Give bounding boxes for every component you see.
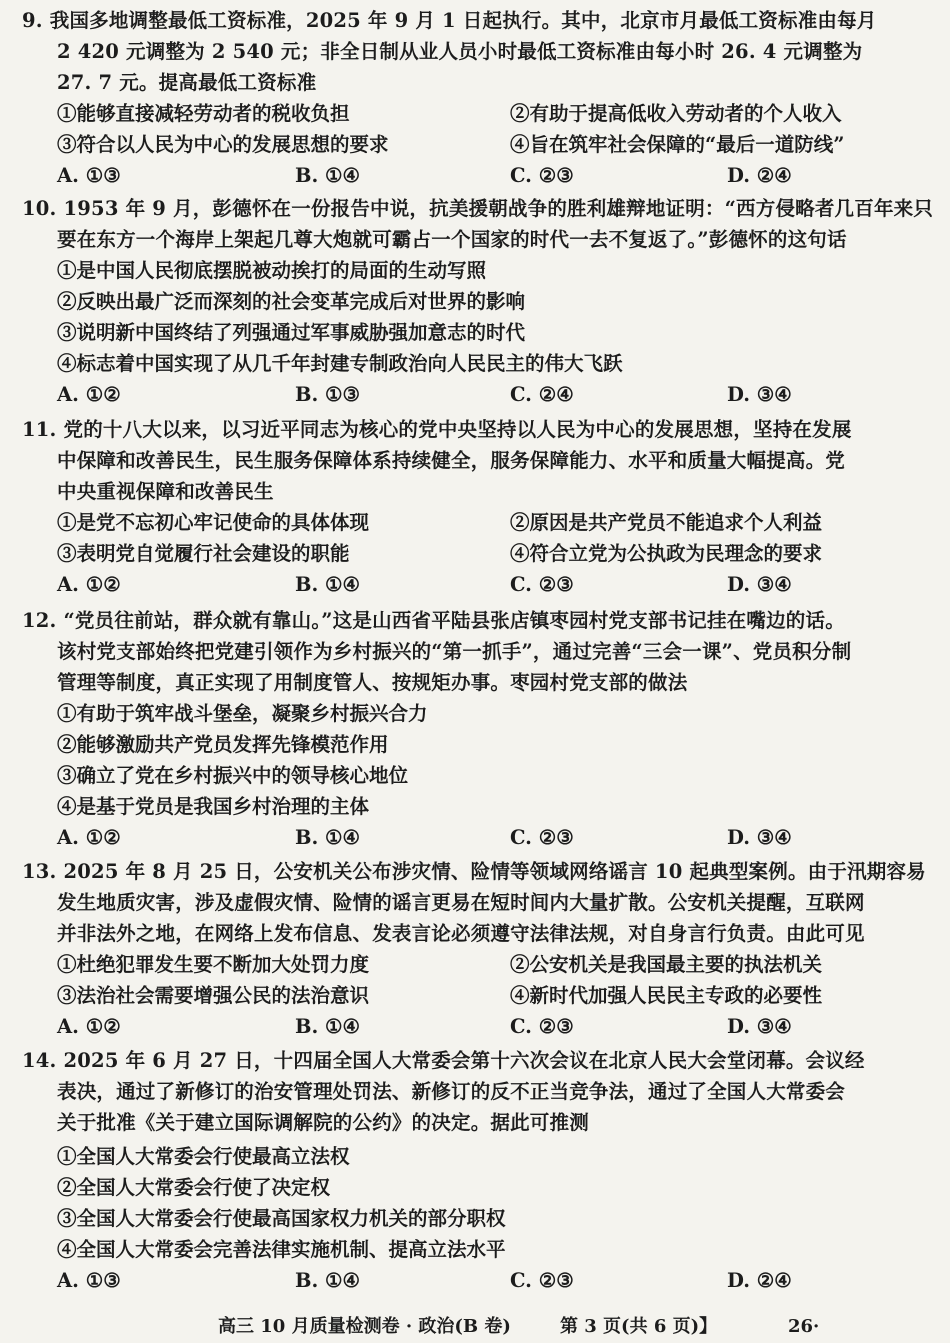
- question-13-statement-2: ②公安机关是我国最主要的执法机关: [510, 953, 823, 976]
- question-12-choice-b: B. ①④: [295, 826, 361, 849]
- question-10-statement-4: ④标志着中国实现了从几千年封建专制政治向人民民主的伟大飞跃: [57, 352, 623, 375]
- question-10-choice-d: D. ③④: [727, 383, 792, 406]
- question-10-stem-line-2: 要在东方一个海岸上架起几尊大炮就可霸占一个国家的时代一去不复返了。”彭德怀的这句话: [57, 228, 847, 251]
- question-14-statement-2: ②全国人大常委会行使了决定权: [57, 1176, 331, 1199]
- question-11-statement-2: ②原因是共产党员不能追求个人利益: [510, 511, 823, 534]
- question-11-stem-line-3: 中央重视保障和改善民生: [57, 480, 274, 503]
- question-11-stem-line-1: 11. 党的十八大以来，以习近平同志为核心的党中央坚持以人民为中心的发展思想，坚持在发展: [22, 418, 852, 441]
- question-13-choice-b: B. ①④: [295, 1015, 361, 1038]
- question-13-choice-d: D. ③④: [727, 1015, 792, 1038]
- question-10-statement-3: ③说明新中国终结了列强通过军事威胁强加意志的时代: [57, 321, 526, 344]
- question-12-statement-3: ③确立了党在乡村振兴中的领导核心地位: [57, 764, 409, 787]
- question-13-stem-line-3: 并非法外之地，在网络上发布信息、发表言论必须遵守法律法规，对自身言行负责。由此可见: [57, 922, 865, 945]
- question-9-stem-line-2: 2 420 元调整为 2 540 元；非全日制从业人员小时最低工资标准由每小时 26. 4 元调整为: [57, 40, 863, 63]
- question-13-statement-3: ③法治社会需要增强公民的法治意识: [57, 984, 370, 1007]
- footer-code: 26·: [788, 1316, 820, 1337]
- question-13-statement-1: ①杜绝犯罪发生要不断加大处罚力度: [57, 953, 370, 976]
- question-10-stem-line-1: 10. 1953 年 9 月，彭德怀在一份报告中说，抗美援朝战争的胜利雄辩地证明：“西方侵略者几百年来只: [22, 197, 934, 220]
- question-9-choice-a: A. ①③: [57, 164, 121, 187]
- question-11-statement-3: ③表明党自觉履行社会建设的职能: [57, 542, 350, 565]
- question-14-choice-a: A. ①③: [57, 1269, 121, 1292]
- question-14-choice-c: C. ②③: [510, 1269, 574, 1292]
- question-12-stem-line-3: 管理等制度，真正实现了用制度管人、按规矩办事。枣园村党支部的做法: [57, 671, 688, 694]
- question-9-statement-4: ④旨在筑牢社会保障的“最后一道防线”: [510, 133, 845, 156]
- page-footer: [0, 1310, 950, 1343]
- question-13-stem-line-2: 发生地质灾害，涉及虚假灾情、险情的谣言更易在短时间内大量扩散。公安机关提醒，互联网: [57, 891, 865, 914]
- question-12-statement-2: ②能够激励共产党员发挥先锋模范作用: [57, 733, 389, 756]
- question-12-stem-line-2: 该村党支部始终把党建引领作为乡村振兴的“第一抓手”，通过完善“三会一课”、党员积分制: [57, 640, 852, 663]
- question-13-choice-c: C. ②③: [510, 1015, 574, 1038]
- question-12-choice-d: D. ③④: [727, 826, 792, 849]
- question-14-statement-3: ③全国人大常委会行使最高国家权力机关的部分职权: [57, 1207, 506, 1230]
- question-10-choice-a: A. ①②: [57, 383, 121, 406]
- question-14-statement-4: ④全国人大常委会完善法律实施机制、提高立法水平: [57, 1238, 506, 1261]
- footer-page-number: 第 3 页(共 6 页)】: [560, 1316, 718, 1337]
- question-12-choice-c: C. ②③: [510, 826, 574, 849]
- question-12-stem-line-1: 12. “党员往前站，群众就有靠山。”这是山西省平陆县张店镇枣园村党支部书记挂在嘴边的话。: [22, 609, 845, 632]
- question-14-stem-line-3: 关于批准《关于建立国际调解院的公约》的决定。据此可推测: [57, 1111, 589, 1134]
- question-14-statement-1: ①全国人大常委会行使最高立法权: [57, 1145, 350, 1168]
- question-11-statement-4: ④符合立党为公执政为民理念的要求: [510, 542, 823, 565]
- question-9-choice-c: C. ②③: [510, 164, 574, 187]
- question-10-statement-2: ②反映出最广泛而深刻的社会变革完成后对世界的影响: [57, 290, 526, 313]
- question-14-stem-line-2: 表决，通过了新修订的治安管理处罚法、新修订的反不正当竞争法，通过了全国人大常委会: [57, 1080, 846, 1103]
- question-9-statement-1: ①能够直接减轻劳动者的税收负担: [57, 102, 350, 125]
- question-9-stem-line-1: 9. 我国多地调整最低工资标准，2025 年 9 月 1 日起执行。其中，北京市月最低工资标准由每月: [22, 9, 877, 32]
- question-11-stem-line-2: 中保障和改善民生，民生服务保障体系持续健全，服务保障能力、水平和质量大幅提高。党: [57, 449, 846, 472]
- question-14-choice-b: B. ①④: [295, 1269, 361, 1292]
- question-11-choice-a: A. ①②: [57, 573, 121, 596]
- question-9-choice-d: D. ②④: [727, 164, 792, 187]
- question-13-stem-line-1: 13. 2025 年 8 月 25 日，公安机关公布涉灾情、险情等领域网络谣言 10 起典型案例。由于汛期容易: [22, 860, 926, 883]
- question-11-choice-b: B. ①④: [295, 573, 361, 596]
- question-14-choice-d: D. ②④: [727, 1269, 792, 1292]
- question-10-choice-c: C. ②④: [510, 383, 574, 406]
- question-9-stem-line-3: 27. 7 元。提高最低工资标准: [57, 71, 317, 94]
- question-12-choice-a: A. ①②: [57, 826, 121, 849]
- footer-exam-title: 高三 10 月质量检测卷 · 政治(B 卷): [218, 1316, 511, 1337]
- question-13-choice-a: A. ①②: [57, 1015, 121, 1038]
- question-11-statement-1: ①是党不忘初心牢记使命的具体体现: [57, 511, 370, 534]
- question-14-stem-line-1: 14. 2025 年 6 月 27 日，十四届全国人大常委会第十六次会议在北京人民大会堂闭幕。会议经: [22, 1049, 865, 1072]
- question-12-statement-1: ①有助于筑牢战斗堡垒，凝聚乡村振兴合力: [57, 702, 428, 725]
- question-9-choice-b: B. ①④: [295, 164, 361, 187]
- question-9-statement-2: ②有助于提高低收入劳动者的个人收入: [510, 102, 842, 125]
- question-13-statement-4: ④新时代加强人民民主专政的必要性: [510, 984, 823, 1007]
- question-9-statement-3: ③符合以人民为中心的发展思想的要求: [57, 133, 389, 156]
- question-11-choice-d: D. ③④: [727, 573, 792, 596]
- question-10-statement-1: ①是中国人民彻底摆脱被动挨打的局面的生动写照: [57, 259, 487, 282]
- question-12-statement-4: ④是基于党员是我国乡村治理的主体: [57, 795, 370, 818]
- question-11-choice-c: C. ②③: [510, 573, 574, 596]
- question-10-choice-b: B. ①③: [295, 383, 361, 406]
